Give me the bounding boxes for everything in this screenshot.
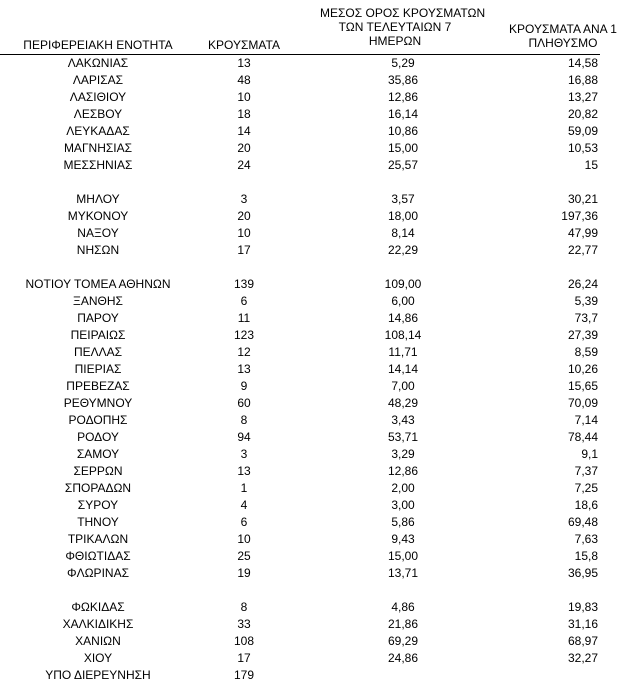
table-row <box>0 140 600 157</box>
average-cell: 18,00 <box>387 209 419 223</box>
region-cell: ΣΑΜΟΥ <box>76 447 120 461</box>
average-cell: 22,29 <box>387 243 419 257</box>
average-cell: 12,86 <box>387 464 419 478</box>
table-row <box>0 463 600 480</box>
table-row <box>0 310 600 327</box>
region-cell: ΦΛΩΡΙΝΑΣ <box>67 566 129 580</box>
average-cell: 10,86 <box>387 124 419 138</box>
cases-cell: 10 <box>237 90 251 104</box>
region-cell: ΝΟΤΙΟΥ ΤΟΜΕΑ ΑΘΗΝΩΝ <box>25 277 171 291</box>
region-cell: ΤΗΝΟΥ <box>77 515 119 529</box>
per-population-cell: 7,63 <box>574 532 598 546</box>
per-population-cell: 16,88 <box>567 73 598 87</box>
average-cell: 8,14 <box>391 226 415 240</box>
column-header-7day-average <box>320 6 486 48</box>
per-population-cell: 68,97 <box>567 634 598 648</box>
region-cell: ΛΑΡΙΣΑΣ <box>72 73 124 87</box>
table-row <box>0 276 600 293</box>
region-cell: ΠΑΡΟΥ <box>77 311 119 325</box>
average-cell: 69,29 <box>387 634 419 648</box>
table-row <box>0 412 600 429</box>
table-row <box>0 633 600 650</box>
region-cell: ΞΑΝΘΗΣ <box>73 294 123 308</box>
region-cell: ΦΩΚΙΔΑΣ <box>71 600 125 614</box>
cases-cell: 19 <box>237 566 251 580</box>
per-population-cell: 5,39 <box>574 294 598 308</box>
region-cell: ΛΑΣΙΘΙΟΥ <box>69 90 127 104</box>
region-cell: ΜΕΣΣΗΝΙΑΣ <box>63 158 133 172</box>
column-header-7day-average-line: ΜΕΣΟΣ ΟΡΟΣ ΚΡΟΥΣΜΑΤΩΝ <box>320 6 486 20</box>
cases-cell: 60 <box>237 396 251 410</box>
average-cell: 16,14 <box>387 107 419 121</box>
table-row <box>0 667 600 684</box>
table-row <box>0 361 600 378</box>
cases-cell: 6 <box>240 515 248 529</box>
column-header-7day-average-line: ΗΜΕΡΩΝ <box>368 34 422 48</box>
per-population-cell: 59,09 <box>567 124 598 138</box>
average-cell: 2,00 <box>391 481 415 495</box>
region-cell: ΝΗΣΩΝ <box>76 243 120 257</box>
cases-cell: 25 <box>237 549 251 563</box>
average-cell: 35,86 <box>387 73 419 87</box>
cases-cell: 12 <box>237 345 251 359</box>
region-cell: ΧΑΛΚΙΔΙΚΗΣ <box>62 617 134 631</box>
region-cell: ΠΕΛΛΑΣ <box>73 345 123 359</box>
average-cell: 7,00 <box>391 379 415 393</box>
per-population-cell: 15,65 <box>567 379 598 393</box>
region-cell: ΠΕΙΡΑΙΩΣ <box>70 328 126 342</box>
per-population-cell: 10,26 <box>567 362 598 376</box>
cases-cell: 8 <box>240 413 248 427</box>
per-population-cell: 7,14 <box>574 413 598 427</box>
region-cell: ΧΙΟΥ <box>83 651 113 665</box>
per-population-cell: 31,16 <box>567 617 598 631</box>
average-cell: 24,86 <box>387 651 419 665</box>
average-cell: 108,14 <box>384 328 422 342</box>
average-cell: 48,29 <box>387 396 419 410</box>
per-population-cell: 197,36 <box>561 209 598 223</box>
column-header-cases: ΚΡΟΥΣΜΑΤΑ <box>208 38 280 52</box>
cases-cell: 108 <box>233 634 255 648</box>
per-population-cell: 14,58 <box>567 56 598 70</box>
cases-cell: 1 <box>240 481 248 495</box>
region-cell: ΝΑΞΟΥ <box>77 226 119 240</box>
per-population-cell: 7,25 <box>574 481 598 495</box>
table-row <box>0 548 600 565</box>
cases-cell: 13 <box>237 464 251 478</box>
table-row <box>0 225 600 242</box>
per-population-cell: 73,7 <box>574 311 598 325</box>
column-header-cases-per-population <box>488 22 638 50</box>
cases-cell: 13 <box>237 56 251 70</box>
per-population-cell: 26,24 <box>567 277 598 291</box>
average-cell: 3,43 <box>391 413 415 427</box>
average-cell: 11,71 <box>388 345 418 359</box>
region-cell: ΛΕΣΒΟΥ <box>73 107 123 121</box>
table-row <box>0 565 600 582</box>
table-row <box>0 446 600 463</box>
per-population-cell: 10,53 <box>567 141 598 155</box>
table-row <box>0 191 600 208</box>
cases-cell: 24 <box>237 158 251 172</box>
per-population-cell: 70,09 <box>567 396 598 410</box>
column-header-7day-average-line: ΤΩΝ ΤΕΛΕΥΤΑΙΩΝ 7 <box>338 20 452 34</box>
region-cell: ΦΘΙΩΤΙΔΑΣ <box>65 549 131 563</box>
region-cell: ΣΕΡΡΩΝ <box>73 464 123 478</box>
table-row <box>0 327 600 344</box>
average-cell: 5,29 <box>391 56 415 70</box>
average-cell: 3,57 <box>391 192 415 206</box>
cases-cell: 33 <box>237 617 251 631</box>
region-cell: ΡΕΘΥΜΝΟΥ <box>63 396 133 410</box>
cases-cell: 10 <box>237 226 251 240</box>
cases-cell: 10 <box>237 532 251 546</box>
cases-cell: 3 <box>240 192 248 206</box>
cases-cell: 48 <box>237 73 251 87</box>
average-cell: 25,57 <box>387 158 419 172</box>
average-cell: 14,86 <box>387 311 419 325</box>
table-row <box>0 89 600 106</box>
per-population-cell: 15,8 <box>574 549 598 563</box>
table-row <box>0 616 600 633</box>
cases-cell: 3 <box>240 447 248 461</box>
per-population-cell: 69,48 <box>567 515 598 529</box>
cases-cell: 94 <box>237 430 251 444</box>
average-cell: 3,00 <box>391 498 415 512</box>
table-row <box>0 650 600 667</box>
cases-cell: 14 <box>237 124 251 138</box>
region-cell: ΛΕΥΚΑΔΑΣ <box>66 124 130 138</box>
table-row <box>0 242 600 259</box>
table-row <box>0 429 600 446</box>
region-cell: ΠΙΕΡΙΑΣ <box>74 362 122 376</box>
column-header-cases-per-population-line: ΚΡΟΥΣΜΑΤΑ ΑΝΑ 1 <box>509 22 617 36</box>
per-population-cell: 47,99 <box>567 226 598 240</box>
column-header-cases-per-population-line: ΠΛΗΘΥΣΜΟ <box>528 36 598 50</box>
per-population-cell: 18,6 <box>574 498 598 512</box>
region-cell: ΠΡΕΒΕΖΑΣ <box>66 379 130 393</box>
per-population-cell: 22,77 <box>567 243 598 257</box>
per-population-cell: 19,83 <box>567 600 598 614</box>
per-population-cell: 27,39 <box>567 328 598 342</box>
region-cell: ΤΡΙΚΑΛΩΝ <box>67 532 129 546</box>
region-cell: ΜΥΚΟΝΟΥ <box>67 209 129 223</box>
table-row <box>0 72 600 89</box>
per-population-cell: 32,27 <box>567 651 598 665</box>
cases-cell: 20 <box>237 141 251 155</box>
cases-cell: 17 <box>237 651 251 665</box>
per-population-cell: 78,44 <box>567 430 598 444</box>
table-row <box>0 531 600 548</box>
table-row <box>0 106 600 123</box>
region-cell: ΣΥΡΟΥ <box>77 498 119 512</box>
table-row <box>0 344 600 361</box>
per-population-cell: 8,59 <box>574 345 598 359</box>
region-cell: ΡΟΔΟΠΗΣ <box>68 413 128 427</box>
per-population-cell: 7,37 <box>574 464 598 478</box>
cases-cell: 11 <box>237 311 251 325</box>
column-header-region: ΠΕΡΙΦΕΡΕΙΑΚΗ ΕΝΟΤΗΤΑ <box>23 38 173 52</box>
average-cell: 21,86 <box>387 617 419 631</box>
cases-cell: 13 <box>237 362 251 376</box>
per-population-cell: 15 <box>584 158 598 172</box>
table-row <box>0 395 600 412</box>
table-row <box>0 514 600 531</box>
region-cell: ΥΠΟ ΔΙΕΡΕΥΝΗΣΗ <box>45 668 151 682</box>
per-population-cell: 36,95 <box>567 566 598 580</box>
region-cell: ΧΑΝΙΩΝ <box>75 634 121 648</box>
average-cell: 13,71 <box>387 566 419 580</box>
per-population-cell: 30,21 <box>567 192 598 206</box>
table-row <box>0 157 600 174</box>
average-cell: 3,29 <box>391 447 415 461</box>
table-row <box>0 480 600 497</box>
average-cell: 53,71 <box>387 430 419 444</box>
region-cell: ΡΟΔΟΥ <box>77 430 119 444</box>
average-cell: 9,43 <box>391 532 415 546</box>
region-cell: ΜΑΓΝΗΣΙΑΣ <box>63 141 133 155</box>
table-row <box>0 497 600 514</box>
cases-cell: 20 <box>237 209 251 223</box>
region-cell: ΣΠΟΡΑΔΩΝ <box>64 481 132 495</box>
average-cell: 15,00 <box>387 141 419 155</box>
table-row <box>0 208 600 225</box>
per-population-cell: 20,82 <box>567 107 598 121</box>
average-cell: 14,14 <box>387 362 419 376</box>
per-population-cell: 13,27 <box>567 90 598 104</box>
cases-cell: 179 <box>233 668 255 682</box>
average-cell: 15,00 <box>387 549 419 563</box>
average-cell: 6,00 <box>391 294 415 308</box>
cases-cell: 139 <box>233 277 255 291</box>
average-cell: 4,86 <box>391 600 415 614</box>
cases-cell: 4 <box>240 498 248 512</box>
cases-cell: 6 <box>240 294 248 308</box>
region-cell: ΜΗΛΟΥ <box>76 192 120 206</box>
average-cell: 12,86 <box>387 90 419 104</box>
average-cell: 5,86 <box>391 515 415 529</box>
table-row <box>0 293 600 310</box>
per-population-cell: 9,1 <box>581 447 598 461</box>
cases-cell: 123 <box>233 328 255 342</box>
cases-cell: 9 <box>240 379 248 393</box>
cases-cell: 18 <box>237 107 251 121</box>
table-row <box>0 55 600 72</box>
region-cell: ΛΑΚΩΝΙΑΣ <box>67 56 129 70</box>
average-cell: 109,00 <box>384 277 422 291</box>
table-row <box>0 123 600 140</box>
cases-cell: 8 <box>240 600 248 614</box>
table-row <box>0 599 600 616</box>
cases-cell: 17 <box>237 243 251 257</box>
table-row <box>0 378 600 395</box>
